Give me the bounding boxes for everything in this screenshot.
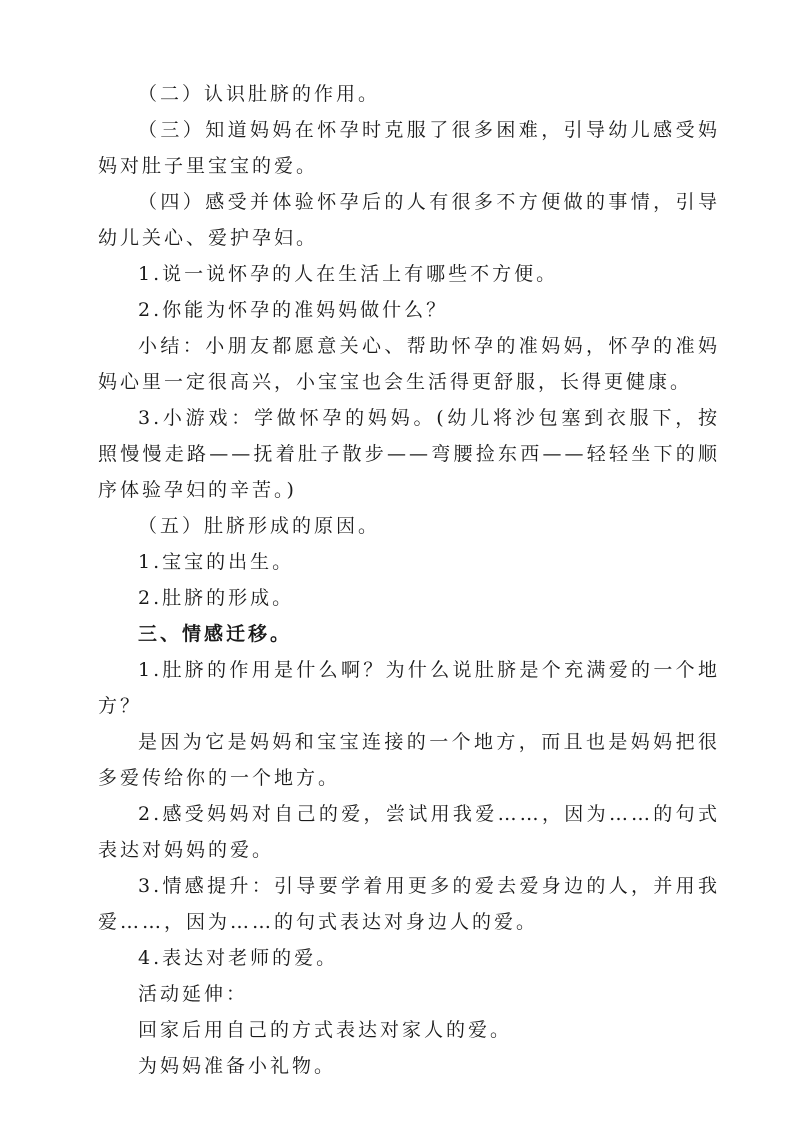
list-item: 3.情感提升：引导要学着用更多的爱去爱身边的人，并用我爱……，因为……的句式表达对身边人的爱。 bbox=[98, 875, 720, 933]
list-item: 4.表达对老师的爱。 bbox=[138, 947, 339, 969]
section-heading-navel-function: （二）认识肚脐的作用。 bbox=[138, 83, 381, 105]
section-heading-pregnancy-experience: （四）感受并体验怀孕后的人有很多不方便做的事情，引导幼儿关心、爱护孕妇。 bbox=[98, 191, 720, 249]
list-item: 2.你能为怀孕的准妈妈做什么？ bbox=[138, 299, 449, 321]
summary-paragraph: 小结：小朋友都愿意关心、帮助怀孕的准妈妈，怀孕的准妈妈心里一定很高兴，小宝宝也会生活得更舒服，长得更健康。 bbox=[98, 335, 720, 393]
extension-item: 为妈妈准备小礼物。 bbox=[138, 1055, 337, 1077]
list-item: 1.宝宝的出生。 bbox=[138, 551, 295, 573]
answer-paragraph: 是因为它是妈妈和宝宝连接的一个地方，而且也是妈妈把很多爱传给你的一个地方。 bbox=[98, 731, 720, 789]
list-item: 1.肚脐的作用是什么啊？为什么说肚脐是个充满爱的一个地方？ bbox=[98, 659, 720, 717]
list-item: 3.小游戏：学做怀孕的妈妈。(幼儿将沙包塞到衣服下，按照慢慢走路——抚着肚子散步——弯腰捡东西——轻轻坐下的顺序体验孕妇的辛苦。) bbox=[98, 407, 720, 501]
list-item: 2.肚脐的形成。 bbox=[138, 587, 295, 609]
section-heading-navel-formation: （五）肚脐形成的原因。 bbox=[138, 515, 381, 537]
section-heading-emotion-transfer: 三、情感迁移。 bbox=[138, 623, 293, 645]
list-item: 1.说一说怀孕的人在生活上有哪些不方便。 bbox=[138, 263, 559, 285]
extension-item: 回家后用自己的方式表达对家人的爱。 bbox=[138, 1019, 513, 1041]
section-heading-mother-difficulties: （三）知道妈妈在怀孕时克服了很多困难，引导幼儿感受妈妈对肚子里宝宝的爱。 bbox=[98, 119, 720, 177]
list-item: 2.感受妈妈对自己的爱，尝试用我爱……，因为……的句式表达对妈妈的爱。 bbox=[98, 803, 720, 861]
document-page bbox=[98, 76, 720, 1084]
activity-extension-label: 活动延伸： bbox=[138, 983, 249, 1005]
